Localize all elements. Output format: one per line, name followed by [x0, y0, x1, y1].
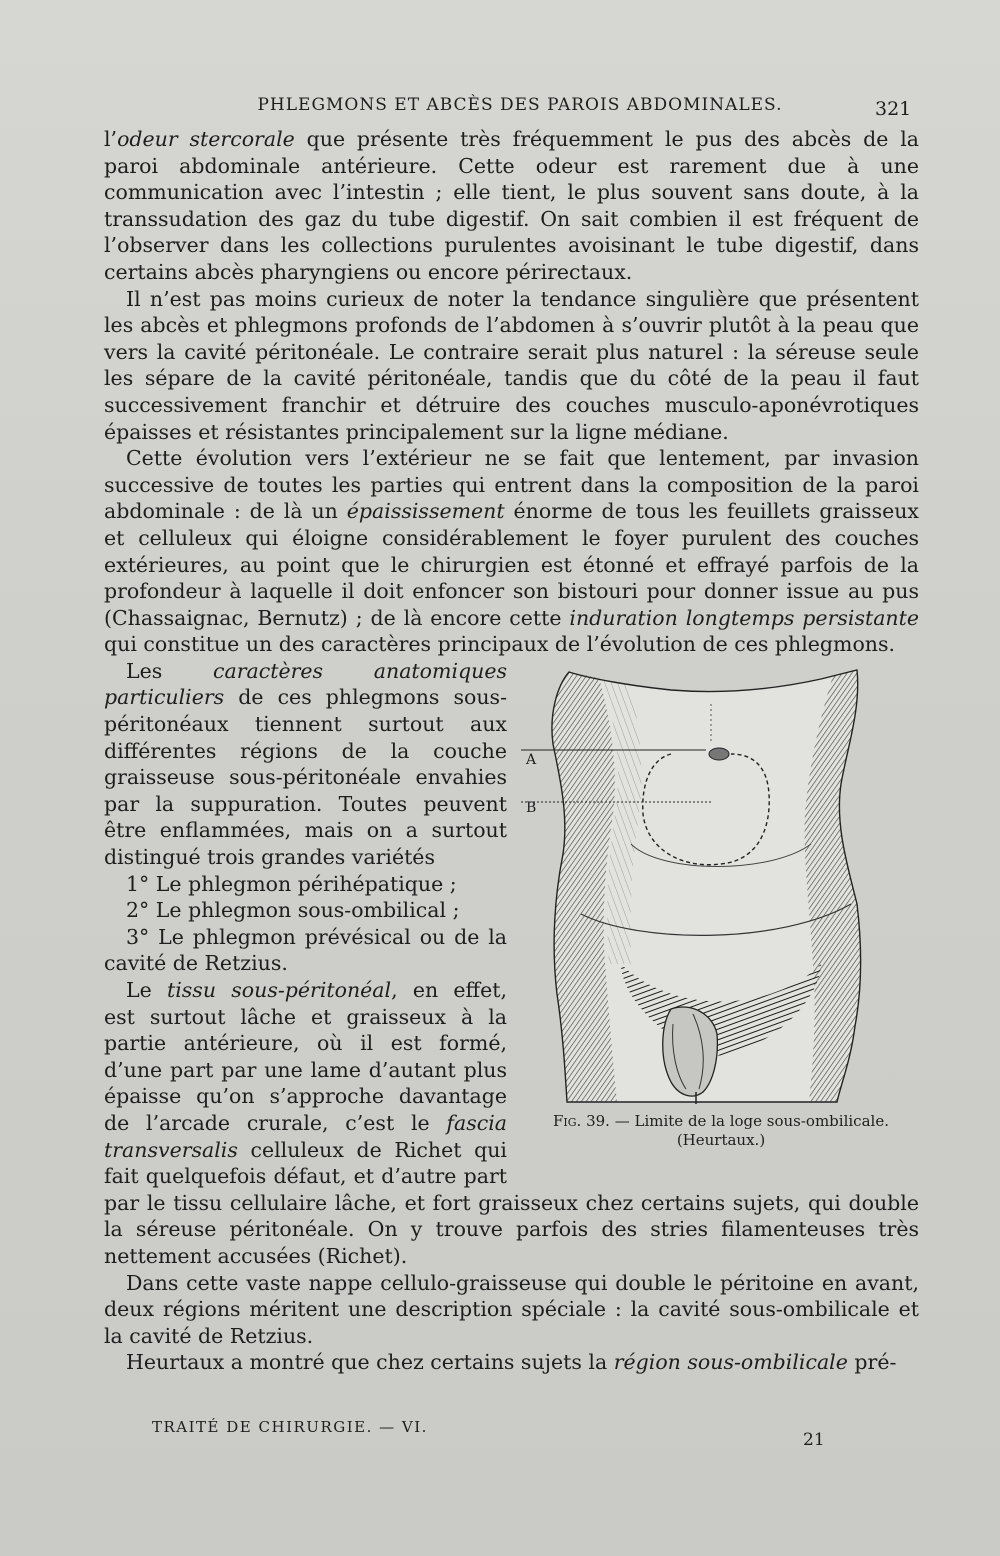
italic-phrase: fascia transversalis: [104, 1110, 507, 1162]
body-text: [104, 126, 919, 1376]
italic-phrase: région sous-ombilicale: [613, 1350, 848, 1375]
figure-caption: [521, 1112, 921, 1150]
signature-mark: 21: [803, 1430, 825, 1450]
italic-phrase: induration longtemps persistante: [569, 605, 919, 630]
figure-39: [521, 664, 921, 1169]
paragraph-7: Heurtaux a montré que chez certains sujets la région sous-ombilicale pré-: [126, 1350, 897, 1375]
page-number: 321: [875, 98, 912, 120]
figure-source: (Heurtaux.): [676, 1130, 766, 1149]
footer-book-title: TRAITÉ DE CHIRURGIE. — VI.: [152, 1418, 428, 1436]
list-item: 3° Le phlegmon prévésical ou de la cavité de Retzius.: [104, 924, 507, 976]
paragraph-1: l’odeur stercorale que présente très fréquemment le pus des abcès de la paroi abdominale antérieure. Cette odeur est rarement due à une communication avec l’intestin ; elle tient, le plus souvent sans doute, à la transsudation des gaz du tube digestif. On sait combien il est fréquent de l’observer dans les collections purulentes avoisinant le tube digestif, dans certains abcès pharyngiens ou encore périrectaux.: [104, 127, 919, 284]
italic-phrase: odeur stercorale: [117, 127, 295, 151]
figure-label-b: B: [526, 800, 537, 816]
paragraph-4: Les caractères anatomiques particuliers de ces phlegmons sous-péritonéaux tiennent surtout aux différentes régions de la couche graisseuse sous-péritonéale envahies par la suppuration. Toutes peuvent être enflammées, mais on a surtout distingué trois grandes variétés: [104, 658, 507, 870]
paragraph-3: Cette évolution vers l’extérieur ne se fait que lentement, par invasion successive de toutes les parties qui entrent dans la composition de la paroi abdominale : de là un épaississement énorme de tous les feuillets graisseux et celluleux qui éloigne considérablement le foyer purulent des couches extérieures, au point que le chirurgien est étonné et effrayé parfois de la profondeur à laquelle il doit enfoncer son bistouri pour donner issue au pus (Chassaignac, Bernutz) ; de là encore cette induration longtemps persistante qui constitue un des caractères principaux de l’évolution de ces phlegmons.: [104, 446, 919, 657]
italic-phrase: caractères anatomiques particuliers: [104, 658, 507, 710]
figure-title: — Limite de la loge sous-ombilicale.: [609, 1111, 889, 1130]
list-item: 2° Le phlegmon sous-ombilical ;: [126, 898, 460, 923]
italic-phrase: épaississement: [346, 499, 505, 524]
running-title: PHLEGMONS ET ABCÈS DES PAROIS ABDOMINALES.: [257, 95, 783, 115]
italic-phrase: tissu sous-péritonéal: [166, 978, 392, 1002]
figure-label-a: A: [526, 752, 537, 768]
paragraph-2: Il n’est pas moins curieux de noter la tendance singulière que présentent les abcès et phlegmons profonds de l’abdomen à s’ouvrir plutôt à la peau que vers la cavité péritonéale. Le contraire serait plus naturel : la séreuse seule les sépare de la cavité péritonéale, tandis que du côté de la peau il faut successivement franchir et détruire des couches musculo-aponévrotiques épaisses et résistantes principalement sur la ligne médiane.: [104, 286, 919, 444]
abdomen-illustration: [521, 664, 921, 1104]
paragraph-6: Dans cette vaste nappe cellulo-graisseuse qui double le péritoine en avant, deux régions méritent une description spéciale : la cavité sous-ombilicale et la cavité de Retzius.: [104, 1270, 919, 1348]
list-item: 1° Le phlegmon périhépatique ;: [126, 871, 457, 896]
paragraph-5: Le tissu sous-péritonéal, en effet, est surtout lâche et graisseux à la partie antérieure, où il est formé, d’une part par une lame d’autant plus épaisse qu’on s’approche davantage de l’arcade crurale, c’est le fascia transversalis celluleux de Richet qui fait quelquefois défaut, et d’autre part par le tissu cellulaire lâche, et fort graisseux chez certains sujets, qui double la séreuse péritonéale. On y trouve parfois des stries filamenteuses très nettement accusées (Richet).: [104, 978, 919, 1268]
figure-number: Fig. 39.: [553, 1111, 610, 1130]
